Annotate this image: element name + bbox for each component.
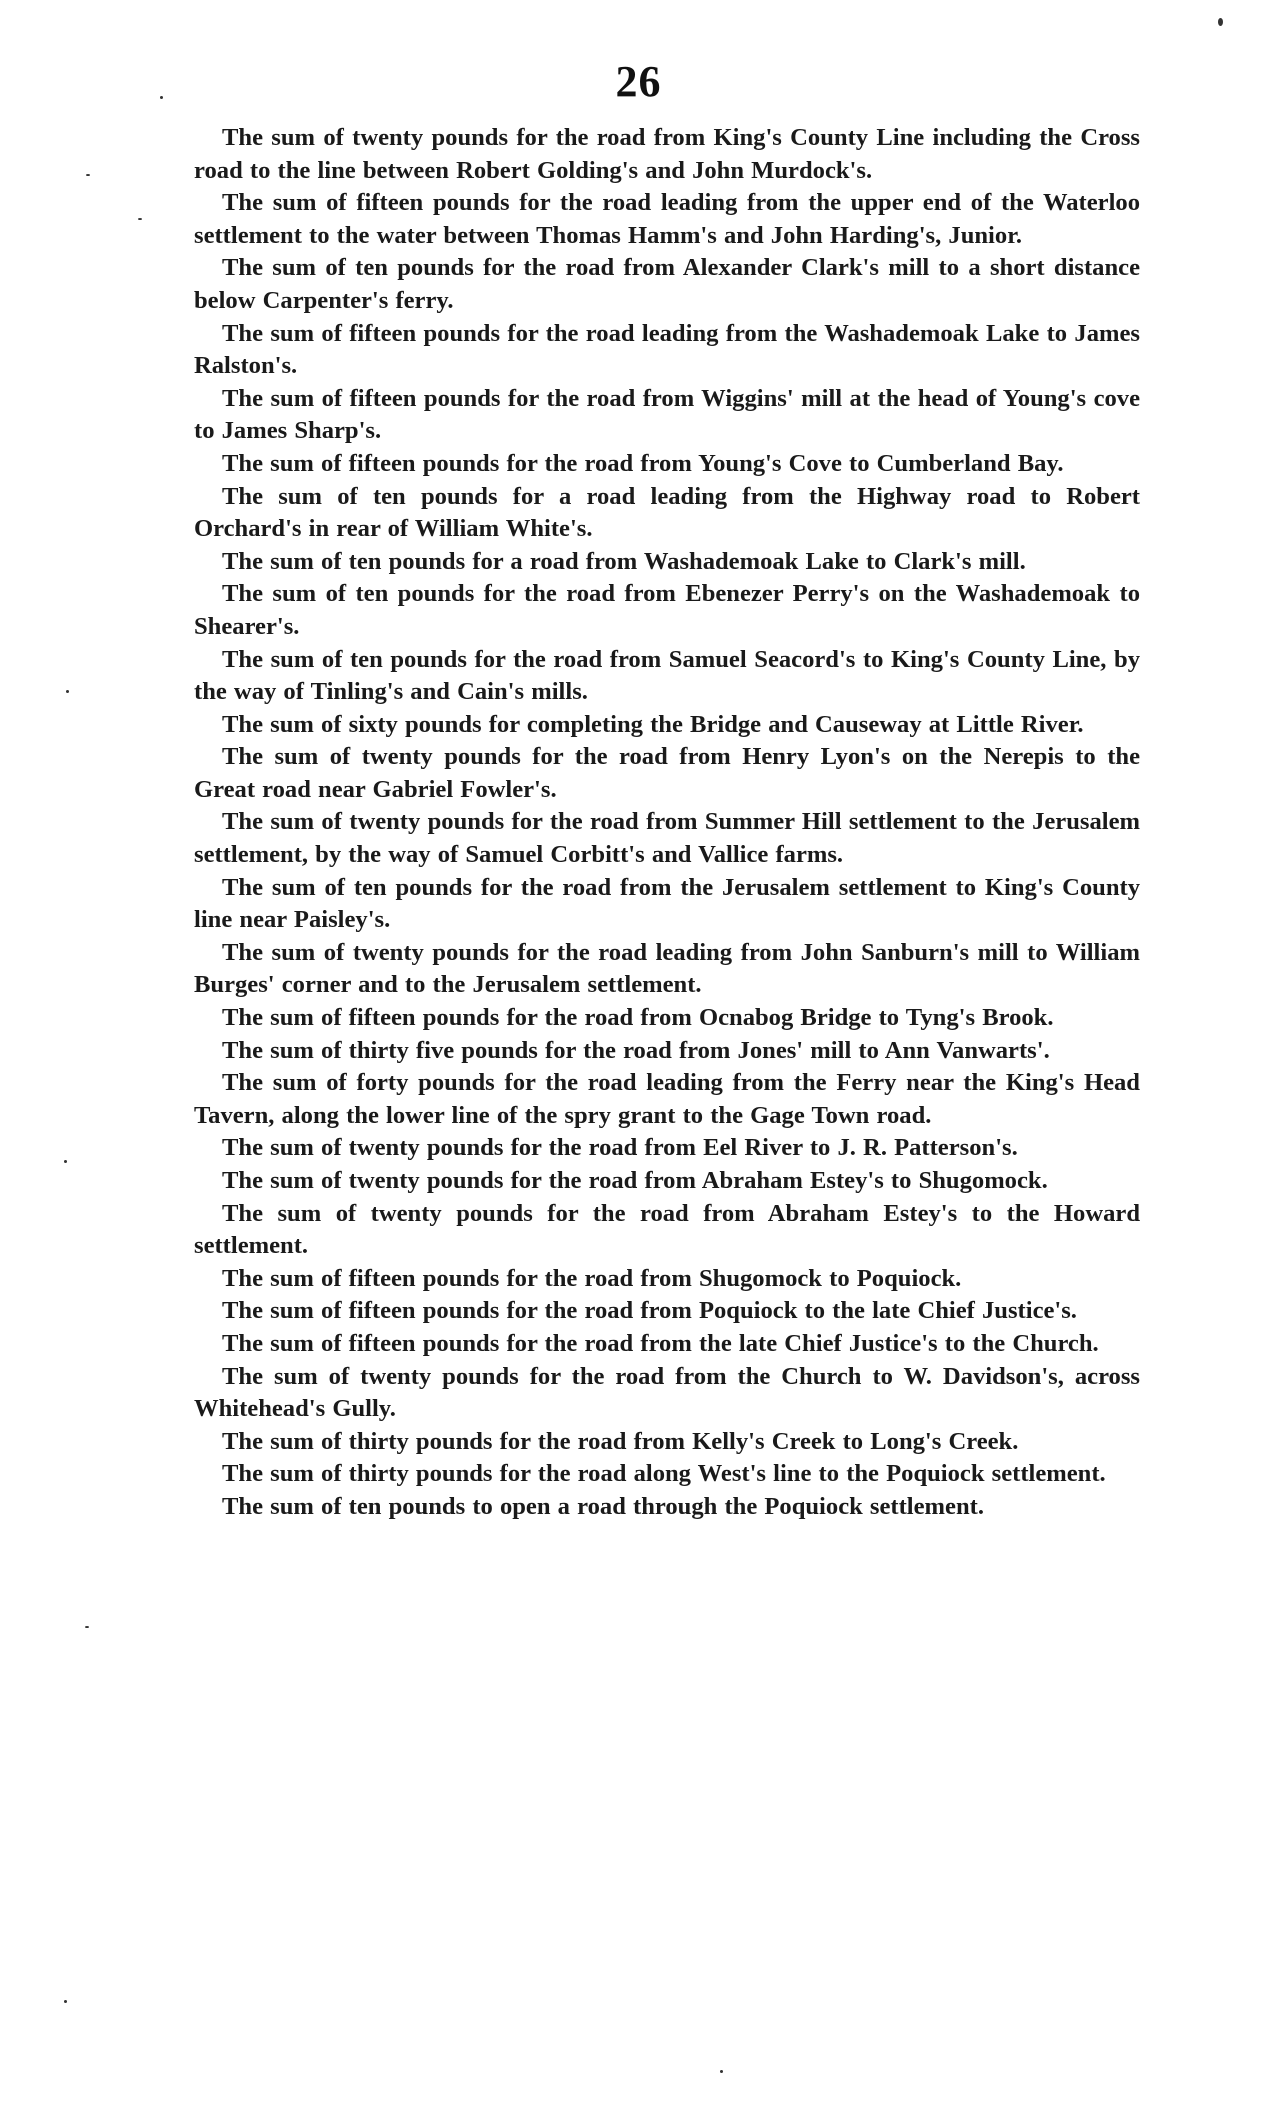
page-number: 26 bbox=[615, 57, 662, 106]
scan-speck bbox=[66, 690, 69, 693]
appropriation-paragraph: The sum of ten pounds for the road from the Jerusalem settlement to King's County line near Paisley's. bbox=[194, 873, 1140, 934]
scan-speck bbox=[720, 2070, 723, 2073]
appropriation-paragraph: The sum of fifteen pounds for the road from Poquiock to the late Chief Justice's. bbox=[222, 1297, 1077, 1325]
appropriation-paragraph: The sum of thirty pounds for the road from Kelly's Creek to Long's Creek. bbox=[222, 1427, 1019, 1455]
appropriation-paragraph: The sum of twenty pounds for the road from Henry Lyon's on the Nerepis to the Great road near Gabriel Fowler's. bbox=[194, 743, 1140, 803]
scan-speck bbox=[138, 218, 142, 220]
appropriation-paragraph: The sum of twenty pounds for the road from Abraham Estey's to Shugomock. bbox=[222, 1167, 1048, 1194]
appropriation-paragraph: The sum of fifteen pounds for the road from the late Chief Justice's to the Church. bbox=[222, 1329, 1099, 1357]
appropriation-paragraph: The sum of twenty pounds for the road from Eel River to J. R. Patterson's. bbox=[222, 1134, 1018, 1162]
appropriation-paragraph: The sum of ten pounds to open a road through the Poquiock settlement. bbox=[222, 1492, 984, 1520]
appropriation-paragraph: The sum of twenty pounds for the road from Abraham Estey's to the Howard settlement. bbox=[194, 1199, 1140, 1260]
scan-speck bbox=[64, 1160, 67, 1163]
appropriation-paragraph: The sum of sixty pounds for completing the Bridge and Causeway at Little River. bbox=[222, 710, 1084, 738]
appropriation-paragraph: The sum of twenty pounds for the road leading from John Sanburn's mill to William Burges' corner and to the Jerusalem settlement. bbox=[194, 938, 1140, 999]
scan-speck bbox=[160, 96, 163, 99]
appropriation-paragraph: The sum of ten pounds for a road leading from the Highway road to Robert Orchard's in rear of William White's. bbox=[194, 482, 1140, 543]
appropriation-paragraph: The sum of twenty pounds for the road from King's County Line including the Cross road to the line between Robert Golding's and John Murdock's. bbox=[194, 124, 1140, 184]
appropriation-paragraph: The sum of fifteen pounds for the road from Shugomock to Poquiock. bbox=[222, 1264, 962, 1292]
appropriations-list bbox=[194, 122, 1140, 1524]
scan-speck bbox=[86, 174, 90, 176]
appropriation-paragraph: The sum of fifteen pounds for the road from Wiggins' mill at the head of Young's cove to James Sharp's. bbox=[194, 384, 1140, 445]
appropriation-paragraph: The sum of forty pounds for the road leading from the Ferry near the King's Head Tavern, along the lower line of the spry grant to the Gage Town road. bbox=[194, 1069, 1140, 1129]
appropriation-paragraph: The sum of fifteen pounds for the road from Young's Cove to Cumberland Bay. bbox=[222, 449, 1064, 477]
appropriation-paragraph: The sum of fifteen pounds for the road from Ocnabog Bridge to Tyng's Brook. bbox=[222, 1004, 1054, 1032]
appropriation-paragraph: The sum of fifteen pounds for the road leading from the Washademoak Lake to James Ralston's. bbox=[194, 319, 1140, 380]
scan-speck bbox=[64, 2000, 67, 2003]
appropriation-paragraph: The sum of ten pounds for a road from Washademoak Lake to Clark's mill. bbox=[222, 547, 1026, 575]
appropriation-paragraph: The sum of twenty pounds for the road from the Church to W. Davidson's, across Whitehead's Gully. bbox=[194, 1362, 1140, 1423]
scan-speck bbox=[1218, 18, 1223, 26]
appropriation-paragraph: The sum of ten pounds for the road from Samuel Seacord's to King's County Line, by the way of Tinling's and Cain's mills. bbox=[194, 645, 1140, 706]
scan-speck bbox=[85, 1626, 89, 1628]
appropriation-paragraph: The sum of twenty pounds for the road from Summer Hill settlement to the Jerusalem settlement, by the way of Samuel Corbitt's and Vallice farms. bbox=[194, 808, 1140, 869]
appropriation-paragraph: The sum of fifteen pounds for the road leading from the upper end of the Waterloo settlement to the water between Thomas Hamm's and John Harding's, Junior. bbox=[194, 189, 1140, 249]
appropriation-paragraph: The sum of ten pounds for the road from Ebenezer Perry's on the Washademoak to Shearer's. bbox=[194, 580, 1140, 640]
appropriation-paragraph: The sum of thirty five pounds for the road from Jones' mill to Ann Vanwarts'. bbox=[222, 1036, 1050, 1064]
appropriation-paragraph: The sum of thirty pounds for the road along West's line to the Poquiock settlement. bbox=[222, 1460, 1106, 1488]
appropriation-paragraph: The sum of ten pounds for the road from Alexander Clark's mill to a short distance below Carpenter's ferry. bbox=[194, 254, 1140, 314]
